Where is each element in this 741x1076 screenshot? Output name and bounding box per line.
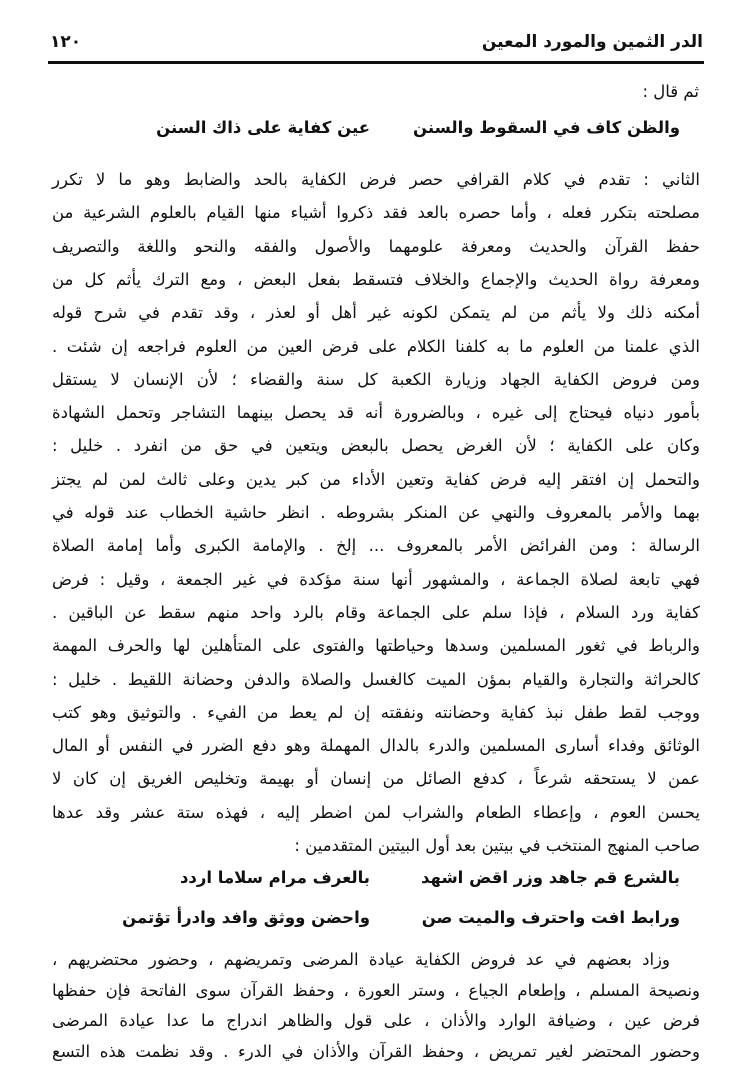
verse-1	[70, 116, 680, 140]
text-line: ووجب لقط طفل نبذ كفاية وحضانته ونفقته إن لم يعط من الفيء . والتوثيق وهو كتب	[52, 702, 700, 722]
intro-text: ثم قال :	[642, 82, 699, 101]
text-line: وحضور المحتضر لغير تمريض ، وحفظ القرآن والأذان في الدرء . وقد نظمت هذه التسع	[52, 1041, 700, 1061]
verse-3	[70, 906, 680, 930]
text-line: فهي تابعة لصلاة الجماعة ، والمشهور أنها سنة مؤكدة في غير الجمعة ، وقيل : فرض	[52, 569, 700, 589]
text-line: عمن لا يستحقه شرعاً ، كدفع الصائل من إنسان أو بهيمة وتخليص الغريق إن كان لا	[52, 769, 700, 789]
text-line: ومن فروض الكفاية الجهاد وزيارة الكعبة كل سنة والقضاء ؛ لأن الإنسان لا يستقل	[52, 369, 700, 389]
text-line: الثاني : تقدم في كلام القرافي حصر فرض الكفاية بالحد والضابط وهو ما لا تكرر	[52, 170, 700, 189]
text-line: صاحب المنهج المنتخب في بيتين بعد أول البيتين المتقدمين :	[294, 836, 700, 855]
text-line: ومعرفة رواة الحديث والإجماع والخلاف فتسقط بفعل البعض ، ومع الترك يأثم كل من	[52, 269, 700, 289]
text-line: الذي علمنا من العلوم ما به كلفنا الكلام على فرض العين من العلوم فراجعه إن شئت .	[52, 336, 700, 356]
verse-2	[70, 866, 680, 890]
text-line: أمكنه ذلك ولا يأثم من لم يتمكن لكونه غير أهل أو لعذر ، وقد تقدم في شرح قوله	[52, 303, 700, 323]
verse-3-first-hemistich: ورابط افت واحترف والميت صن	[421, 908, 680, 927]
text-line: مصلحته بتكرر فعله ، وأما حصره بالعد فقد ذكروا أشياء منها القيام بالعلوم الشرعية من	[52, 203, 700, 223]
text-line: كالحراثة والتجارة والقيام بمؤن الميت كالغسل والصلاة والدفن وحضانة اللقيط . خليل :	[52, 669, 700, 689]
text-line: والرباط في ثغور المسلمين وسدها وحياطتها والفتوى على المتأهلين لها والحرف المهمة	[52, 636, 700, 656]
text-line: وزاد بعضهم في عد فروض الكفاية عيادة المرضى وتمريضهم ، وحضور محتضريهم ،	[52, 950, 670, 969]
text-line: كفاية ورد السلام ، فإذا سلم على الجماعة وقام بالرد واحد منهم سقط عن الباقين .	[52, 602, 700, 622]
verse-3-second-hemistich: واحضن ووثق وافد وادرأ تؤتمن	[122, 908, 370, 927]
text-line: حفظ القرآن والحديث ومعرفة علومهما والأصول والفقه والنحو واللغة والتصريف	[52, 236, 700, 256]
header-rule	[48, 61, 704, 64]
text-line: بهما والأمر بالمعروف والنهي عن المنكر بشروطه . انظر حاشية الخطاب عند قوله في	[52, 503, 700, 522]
verse-2-first-hemistich: بالشرع قم جاهد وزر اقض اشهد	[421, 868, 680, 887]
text-line: الوثائق وفداء أسارى المسلمين والدرء بالدال المهملة وهو دفع الضرر في النفس أو المال	[52, 736, 700, 756]
verse-1-first-hemistich: والظن كاف في السقوط والسنن	[413, 118, 680, 137]
verse-1-second-hemistich: عين كفاية على ذاك السنن	[156, 118, 370, 137]
text-line: الرسالة : ومن الفرائض الأمر بالمعروف ... إلخ . والإمامة الكبرى وأما إمامة الصلاة	[52, 536, 700, 556]
text-line: بأمور دنياه فيحتاج إلى غيره ، وبالضرورة أنه قد يحصل بينهما التشاجر وتحمل الشهادة	[52, 403, 700, 423]
text-line: والتحمل إن افتقر إليه فرض كفاية وتعين الأداء من كبر يدين وعلى ثالث لمن لم يجتز	[52, 469, 700, 489]
text-line: فرض عين ، وضيافة الوارد والأذان ، على قول والظاهر اندراج ما عدا عيادة المرضى	[52, 1011, 700, 1030]
page-number: ١٢٠	[50, 32, 82, 52]
verse-2-second-hemistich: بالعرف مرام سلاما اردد	[179, 868, 370, 887]
running-title: الدر الثمين والمورد المعين	[481, 32, 703, 52]
text-line: ونصيحة المسلم ، وإطعام الجياع ، وستر العورة ، وحفظ القرآن سوى الفاتحة فإن حفظها	[52, 980, 700, 1000]
text-line: يحسن العوم ، وإعطاء الطعام والشراب لمن اضطر إليه ، فهذه ستة عشر وقد عدها	[52, 802, 700, 822]
text-line: وكان على الكفاية ؛ لأن الغرض يحصل بالبعض ويتعين في حق من انفرد . خليل :	[52, 436, 700, 456]
